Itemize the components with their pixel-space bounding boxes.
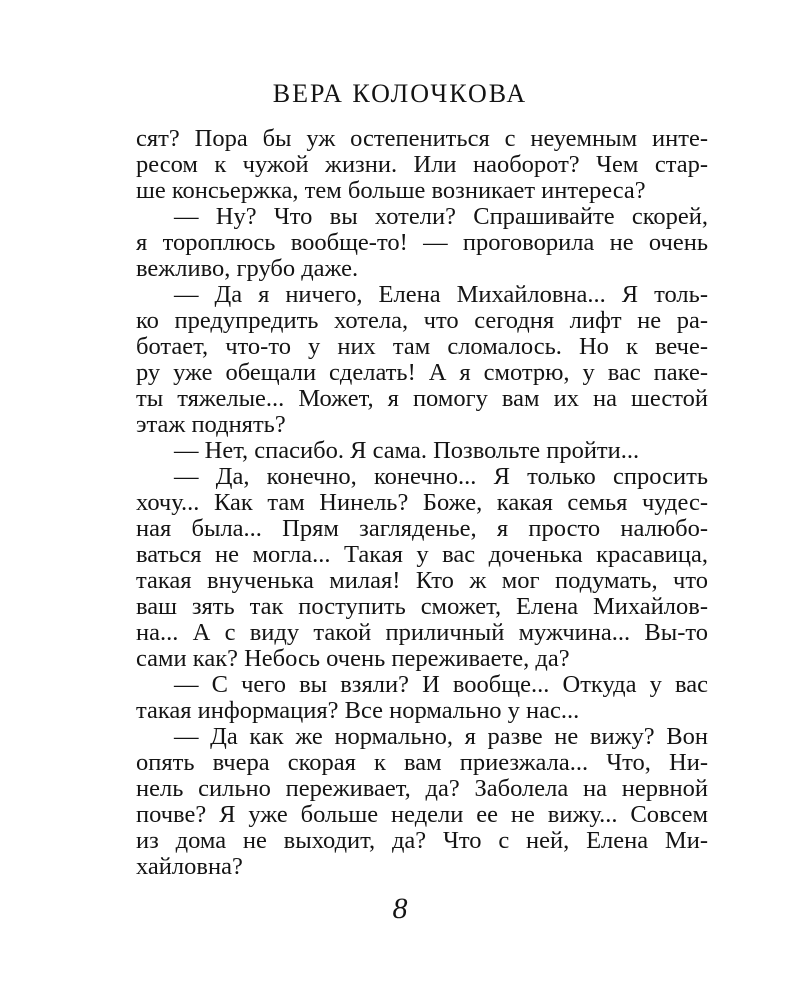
text-line: ты тяжелые... Может, я помогу вам их на шестой xyxy=(136,385,708,412)
text-line: на... А с виду такой приличный мужчина... Вы-то xyxy=(136,619,708,646)
text-line: опять вчера скорая к вам приезжала... Что, Ни- xyxy=(136,749,708,776)
text-line: почве? Я уже больше недели ее не вижу... Совсем xyxy=(136,801,708,828)
text-line: такая внученька милая! Кто ж мог подумать, что xyxy=(136,567,708,594)
text-line: ваться не могла... Такая у вас доченька красавица, xyxy=(136,541,708,568)
text-line: сят? Пора бы уж остепениться с неуемным инте- xyxy=(136,125,708,152)
text-line: — Ну? Что вы хотели? Спрашивайте скорей, xyxy=(174,203,708,230)
text-line: — Да, конечно, конечно... Я только спросить xyxy=(174,463,708,490)
text-line: вежливо, грубо даже. xyxy=(136,255,359,282)
page-number: 8 xyxy=(392,892,408,925)
text-line: я тороплюсь вообще-то! — проговорила не очень xyxy=(136,229,708,256)
text-line: — Да как же нормально, я разве не вижу? Вон xyxy=(174,723,708,750)
text-line: ресом к чужой жизни. Или наоборот? Чем стар- xyxy=(136,151,708,178)
text-line: хайловна? xyxy=(136,853,243,880)
text-line: — С чего вы взяли? И вообще... Откуда у вас xyxy=(174,671,708,698)
text-line: ко предупредить хотела, что сегодня лифт не ра- xyxy=(136,307,708,334)
text-line: ваш зять так поступить сможет, Елена Михайлов- xyxy=(136,593,708,620)
body-text xyxy=(136,126,708,880)
text-line: этаж поднять? xyxy=(136,411,286,438)
text-line: ная была... Прям загляденье, я просто налюбо- xyxy=(136,515,708,542)
running-head: ВЕРА КОЛОЧКОВА xyxy=(272,79,528,108)
text-line: такая информация? Все нормально у нас... xyxy=(136,697,580,724)
text-line: ше консьержка, тем больше возникает интереса? xyxy=(136,177,646,204)
text-line: ру уже обещали сделать! А я смотрю, у вас паке- xyxy=(136,359,708,386)
text-line: ботает, что-то у них там сломалось. Но к вече- xyxy=(136,333,708,360)
text-line: хочу... Как там Нинель? Боже, какая семья чудес- xyxy=(136,489,708,516)
text-line: нель сильно переживает, да? Заболела на нервной xyxy=(136,775,708,802)
text-line: сами как? Небось очень переживаете, да? xyxy=(136,645,570,672)
text-line: — Нет, спасибо. Я сама. Позвольте пройти... xyxy=(174,437,640,464)
text-line: — Да я ничего, Елена Михайловна... Я толь- xyxy=(174,281,708,308)
text-line: из дома не выходит, да? Что с ней, Елена Ми- xyxy=(136,827,708,854)
